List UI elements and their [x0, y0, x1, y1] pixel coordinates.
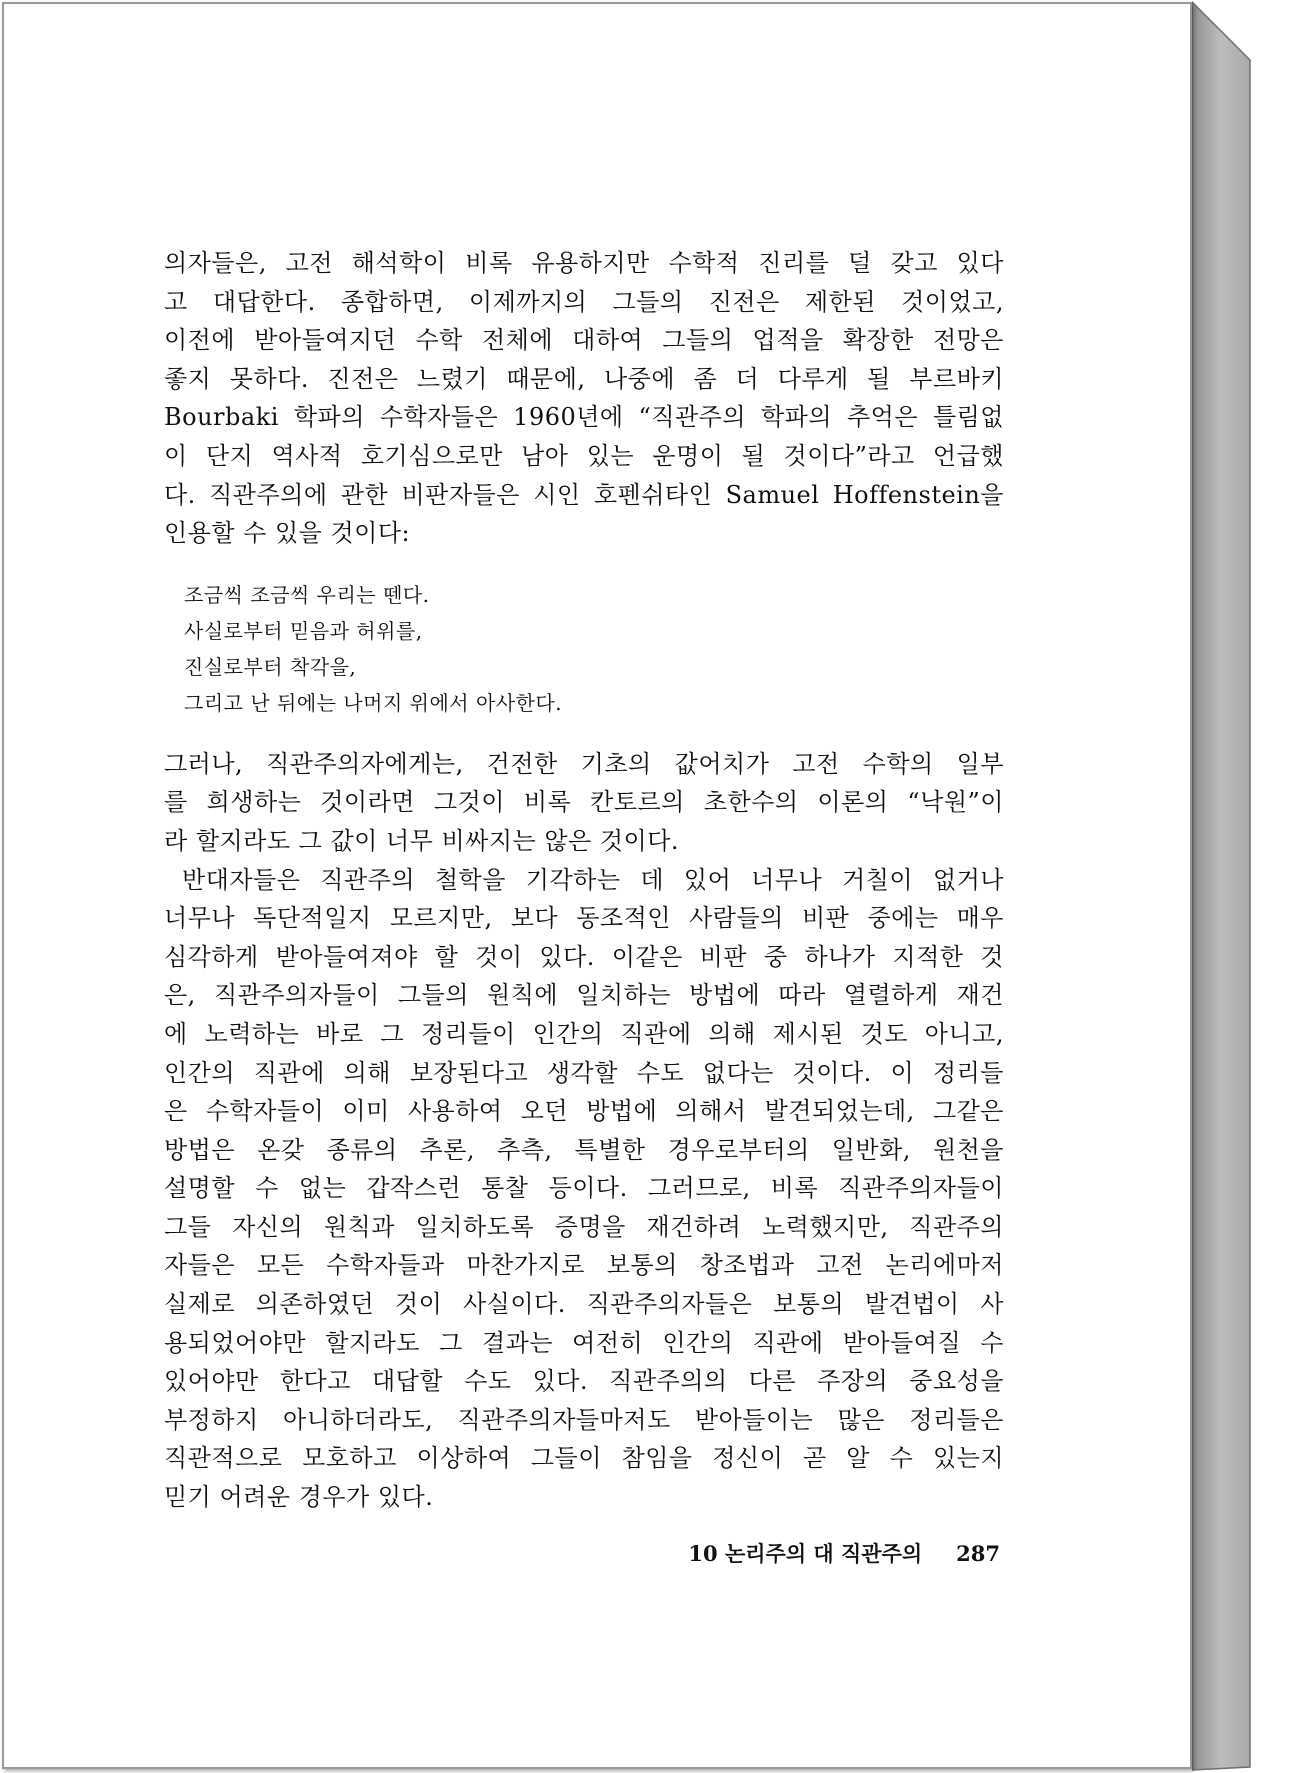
paragraph-2	[164, 745, 1004, 861]
text-line: 직관적으로 모호하고 이상하여 그들이 참임을 정신이 곧 알 수 있는지	[164, 1444, 1004, 1473]
text-line: 좋지 못하다. 진전은 느렸기 때문에, 나중에 좀 더 다루게 될 부르바키	[164, 364, 1004, 393]
text-line: 설명할 수 없는 갑작스런 통찰 등이다. 그러므로, 비록 직관주의자들이	[164, 1174, 1004, 1203]
text-line: 의자들은, 고전 해석학이 비록 유용하지만 수학적 진리를 덜 갖고 있다	[164, 249, 1004, 277]
text-line: 실제로 의존하였던 것이 사실이다. 직관주의자들은 보통의 발견법이 사	[164, 1290, 1004, 1319]
verse-line: 사실로부터 믿음과 허위를,	[184, 618, 423, 643]
verse-line: 그리고 난 뒤에는 나머지 위에서 아사한다.	[184, 690, 563, 715]
verse-quote	[164, 577, 1004, 721]
book-page-edge	[1192, 0, 1296, 1773]
text-line: 반대자들은 직관주의 철학을 기각하는 데 있어 너무나 거칠이 없거나	[182, 865, 1004, 894]
text-line: 에 노력하는 바로 그 정리들이 인간의 직관에 의해 제시된 것도 아니고,	[164, 1019, 1004, 1048]
text-line: 은 수학자들이 이미 사용하여 오던 방법에 의해서 발견되었는데, 그같은	[164, 1097, 1004, 1126]
text-line: 인용할 수 있을 것이다:	[164, 519, 411, 548]
text-line: 있어야만 한다고 대답할 수도 있다. 직관주의의 다른 주장의 중요성을	[164, 1367, 1004, 1396]
text-line: 이전에 받아들여지던 수학 전체에 대하여 그들의 업적을 확장한 전망은	[164, 326, 1004, 355]
main-text	[164, 244, 1004, 1517]
text-line: Bourbaki 학파의 수학자들은 1960년에 “직관주의 학파의 추억은 틀림없	[164, 403, 1004, 432]
text-line: 고 대답한다. 종합하면, 이제까지의 그들의 진전은 제한된 것이었고,	[164, 287, 1004, 316]
paragraph-1	[164, 244, 1004, 553]
text-line: 인간의 직관에 의해 보장된다고 생각할 수도 없다는 것이다. 이 정리들	[164, 1058, 1004, 1087]
running-chapter-title: 10 논리주의 대 직관주의	[688, 1541, 923, 1566]
text-line: 다. 직관주의에 관한 비판자들은 시인 호펜쉬타인 Samuel Hoffenstein을	[164, 480, 1004, 509]
text-line: 이 단지 역사적 호기심으로만 남아 있는 운명이 될 것이다”라고 언급했	[164, 441, 1004, 470]
text-line: 라 할지라도 그 값이 너무 비싸지는 않은 것이다.	[164, 826, 680, 855]
page-number: 287	[956, 1541, 1000, 1566]
text-line: 방법은 온갖 종류의 추론, 추측, 특별한 경우로부터의 일반화, 원천을	[164, 1135, 1004, 1164]
text-line: 너무나 독단적일지 모르지만, 보다 동조적인 사람들의 비판 중에는 매우	[164, 904, 1004, 933]
page-footer	[660, 1538, 1000, 1568]
text-line: 를 희생하는 것이라면 그것이 비록 칸토르의 초한수의 이론의 “낙원”이	[164, 788, 1004, 817]
paragraph-3	[164, 861, 1004, 1517]
text-line: 그러나, 직관주의자에게는, 건전한 기초의 값어치가 고전 수학의 일부	[164, 749, 1004, 778]
verse-line: 진실로부터 착각을,	[184, 654, 357, 679]
text-line: 자들은 모든 수학자들과 마찬가지로 보통의 창조법과 고전 논리에마저	[164, 1251, 1004, 1280]
text-line: 그들 자신의 원칙과 일치하도록 증명을 재건하려 노력했지만, 직관주의	[164, 1212, 1004, 1241]
text-line: 용되었어야만 할지라도 그 결과는 여전히 인간의 직관에 받아들여질 수	[164, 1328, 1004, 1357]
text-line: 은, 직관주의자들이 그들의 원칙에 일치하는 방법에 따라 열렬하게 재건	[164, 981, 1004, 1010]
verse-line: 조금씩 조금씩 우리는 뗀다.	[184, 582, 430, 607]
text-line: 부정하지 아니하더라도, 직관주의자들마저도 받아들이는 많은 정리들은	[164, 1405, 1004, 1434]
text-line: 믿기 어려운 경우가 있다.	[164, 1483, 434, 1512]
text-line: 심각하게 받아들여져야 할 것이 있다. 이같은 비판 중 하나가 지적한 것	[164, 942, 1004, 971]
